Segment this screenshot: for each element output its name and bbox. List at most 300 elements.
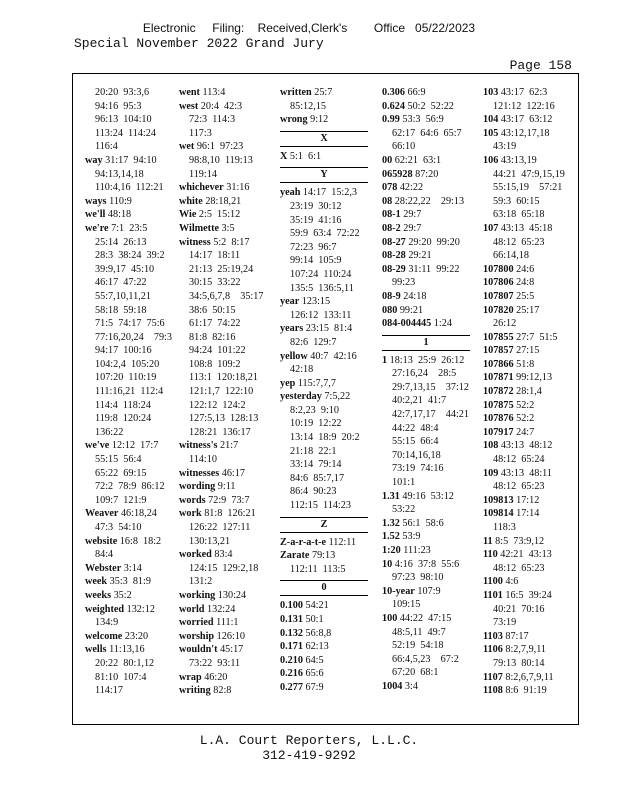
index-word: 0.171 — [280, 641, 303, 653]
page-line-refs: 108:8 109:2 — [189, 358, 241, 370]
index-word: 107800 — [483, 263, 514, 275]
index-word: witness — [179, 236, 211, 248]
index-entry — [179, 249, 273, 263]
page-line-refs: 131:2 — [189, 576, 213, 588]
index-entry — [179, 630, 273, 644]
index-word: website — [85, 535, 118, 547]
page-line-refs: 113:4 — [202, 87, 226, 98]
index-word: 107806 — [483, 277, 514, 289]
index-word: wording — [179, 481, 216, 493]
index-entry — [280, 100, 374, 114]
index-word: 107876 — [483, 413, 514, 425]
index-word: 0.100 — [280, 600, 303, 612]
page-line-refs: 17:14 — [516, 508, 540, 520]
section-letter: 1 — [382, 335, 470, 351]
page-line-refs: 24:7 — [516, 426, 535, 438]
page-line-refs: 40:21 70:16 — [493, 603, 545, 615]
page-line-refs: 23:19 30:12 — [290, 200, 342, 212]
index-entry — [280, 445, 374, 459]
index-word: welcome — [85, 630, 123, 642]
page-line-refs: 38:6 50:15 — [189, 304, 236, 316]
index-entry — [85, 548, 179, 562]
index-word: 0.277 — [280, 681, 303, 693]
index-word: 107820 — [483, 304, 514, 316]
index-entry — [382, 476, 476, 490]
index-entry — [85, 507, 179, 521]
index-word: 08-9 — [382, 290, 401, 302]
index-entry — [179, 86, 273, 100]
index-word: white — [179, 195, 203, 207]
index-entry — [179, 521, 273, 535]
index-word: 107857 — [483, 345, 514, 357]
page-line-refs: 3:4 — [404, 680, 418, 692]
page-line-refs: 130:13,21 — [189, 535, 231, 547]
page-line-refs: 128:21 136:17 — [189, 426, 251, 438]
index-entry — [280, 282, 374, 296]
index-entry — [85, 317, 179, 331]
index-entry — [85, 154, 179, 168]
index-word: whichever — [179, 182, 224, 194]
page-line-refs: 94:13,14,18 — [95, 168, 144, 180]
index-word: 109814 — [483, 508, 514, 520]
page-line-refs: 51:8 — [516, 358, 535, 370]
page-line-refs: 27:15 — [516, 345, 540, 357]
reporter-name: L.A. Court Reporters, L.L.C. — [199, 733, 419, 748]
index-word: 1108 — [483, 685, 503, 697]
page-line-refs: 79:13 — [311, 550, 336, 562]
index-entry — [179, 236, 273, 250]
index-entry — [85, 195, 179, 209]
index-word: years — [280, 323, 304, 335]
page-line-refs: 23:20 — [124, 630, 149, 642]
page-line-refs: 118:3 — [493, 522, 516, 533]
page-line-refs: 81:10 107:4 — [95, 671, 147, 683]
page-line-refs: 86:4 90:23 — [290, 486, 337, 498]
index-entry — [483, 603, 577, 617]
index-entry — [179, 399, 273, 413]
page-line-refs: 8:5 73:9,12 — [495, 535, 545, 547]
index-entry — [85, 467, 179, 481]
page-line-refs: 31:11 99:22 — [408, 263, 460, 275]
index-entry — [85, 657, 179, 671]
page-line-refs: 40:7 42:16 — [310, 350, 357, 362]
index-word: 084-004445 — [382, 318, 432, 330]
page-line-refs: 14:17 18:11 — [189, 250, 241, 262]
page-line-refs: 130:24 — [217, 589, 247, 601]
page-line-refs: 1:24 — [433, 318, 452, 330]
index-word: world — [179, 603, 205, 615]
index-entry — [179, 222, 273, 236]
page-line-refs: 114:4 118:24 — [95, 399, 151, 411]
index-entry — [179, 140, 273, 154]
page-line-refs: 14:17 15:2,3 — [302, 187, 357, 199]
index-entry — [382, 639, 476, 653]
page-line-refs: 4:16 37:8 55:6 — [394, 558, 460, 570]
index-entry — [483, 168, 577, 182]
index-word: 1107 — [483, 671, 503, 683]
index-entry — [382, 544, 476, 558]
index-entry — [483, 494, 577, 508]
index-entry — [483, 507, 577, 521]
index-entry — [483, 616, 577, 630]
index-entry — [483, 317, 577, 331]
page-line-refs: 83:4 — [214, 549, 233, 561]
page-line-refs: 101:1 — [392, 477, 416, 489]
page-line-refs: 43:17 63:12 — [500, 114, 553, 126]
index-entry — [85, 412, 179, 426]
page-line-refs: 25:17 — [516, 304, 540, 316]
page-line-refs: 73:22 93:11 — [189, 657, 241, 669]
page-line-refs: 27:7 51:5 — [516, 331, 558, 343]
index-entry — [179, 127, 273, 141]
index-entry — [280, 227, 374, 241]
page-line-refs: 109:15 — [392, 599, 421, 611]
page-line-refs: 28:18,21 — [205, 195, 242, 207]
index-entry — [382, 408, 476, 422]
page-line-refs: 25:7 — [314, 87, 333, 98]
index-entry — [280, 322, 374, 336]
page-line-refs: 82:8 — [213, 685, 232, 697]
index-word: 107 — [483, 222, 499, 234]
index-entry — [85, 181, 179, 195]
index-word: 1:20 — [382, 545, 401, 556]
page-line-refs: 34:5,6,7,8 35:17 — [189, 290, 264, 302]
page-line-refs: 113:1 120:18,21 — [189, 372, 258, 384]
index-entry — [179, 358, 273, 372]
page-line-refs: 8:6 91:19 — [505, 685, 547, 697]
page-line-refs: 43:13 48:12 — [500, 440, 553, 452]
page-line-refs: 132:12 — [126, 603, 155, 615]
page-line-refs: 52:2 — [516, 399, 535, 411]
page-line-refs: 110:4,16 112:21 — [95, 182, 164, 194]
section-letter: 0 — [280, 580, 368, 596]
index-entry — [179, 480, 273, 494]
page-line-refs: 94:24 101:22 — [189, 345, 246, 357]
index-entry — [85, 140, 179, 154]
page-line-refs: 72:23 96:7 — [290, 241, 337, 253]
index-entry — [382, 680, 476, 694]
page-line-refs: 111:16,21 112:4 — [95, 386, 164, 398]
index-word: 1101 — [483, 589, 503, 601]
index-entry — [85, 562, 179, 576]
page-line-refs: 31:17 94:10 — [105, 154, 157, 166]
page-line-refs: 62:17 64:6 65:7 — [392, 127, 462, 139]
page-line-refs: 48:12 65:24 — [493, 454, 545, 466]
index-entry — [85, 684, 179, 698]
index-entry — [280, 113, 374, 127]
index-word: went — [179, 87, 200, 98]
page-line-refs: 20:22 80:1,12 — [95, 657, 155, 669]
page-line-refs: 55:15 66:4 — [392, 436, 439, 448]
index-entry — [179, 344, 273, 358]
index-word: weeks — [85, 589, 112, 601]
page-line-refs: 35:3 81:9 — [109, 576, 151, 588]
index-word: 0.624 — [382, 100, 405, 112]
page-line-refs: 29:7 — [403, 222, 422, 234]
page-line-refs: 43:19 — [493, 141, 517, 153]
index-word: worked — [179, 549, 212, 561]
page-line-refs: 53:3 56:9 — [402, 114, 444, 126]
index-word: 1103 — [483, 630, 503, 642]
page-line-refs: 8:2,6,7,9,11 — [505, 671, 554, 683]
page-line-refs: 48:12 65:23 — [493, 481, 545, 493]
page-line-refs: 2:5 15:12 — [198, 209, 241, 221]
page-line-refs: 48:12 65:23 — [493, 562, 545, 574]
page-line-refs: 43:13 45:18 — [500, 222, 553, 234]
index-entry — [382, 435, 476, 449]
page-line-refs: 67:20 68:1 — [392, 667, 439, 679]
page-line-refs: 114:10 — [189, 454, 217, 466]
index-entry — [382, 422, 476, 436]
page-line-refs: 114:17 — [95, 685, 123, 697]
page-line-refs: 107:24 110:24 — [290, 268, 352, 280]
index-entry — [483, 684, 577, 698]
index-entry — [280, 613, 374, 627]
page-line-refs: 3:14 — [123, 562, 142, 574]
index-entry — [179, 154, 273, 168]
index-entry — [382, 154, 476, 168]
index-entry — [179, 208, 273, 222]
index-entry — [85, 385, 179, 399]
index-entry — [280, 640, 374, 654]
index-entry — [382, 394, 476, 408]
page-line-refs: 42:18 — [290, 364, 314, 376]
page-line-refs: 26:12 — [493, 318, 517, 330]
page-line-refs: 24:8 — [516, 277, 535, 289]
index-entry — [179, 168, 273, 182]
page-line-refs: 43:13 48:11 — [500, 467, 552, 479]
index-entry — [179, 290, 273, 304]
page-line-refs: 30:15 33:22 — [189, 277, 241, 289]
page-line-refs: 16:5 39:24 — [505, 589, 552, 601]
index-entry — [179, 385, 273, 399]
page-line-refs: 73:19 74:16 — [392, 463, 444, 475]
page-line-refs: 62:13 — [305, 641, 329, 653]
index-word: work — [179, 508, 202, 520]
index-entry — [179, 113, 273, 127]
index-entry — [179, 439, 273, 453]
index-entry — [483, 467, 577, 481]
page-line-refs: 59:9 63:4 72:22 — [290, 228, 360, 240]
page-line-refs: 29:21 — [408, 250, 432, 262]
index-word: witnesses — [179, 467, 220, 479]
index-word: year — [280, 296, 300, 308]
index-entry — [85, 494, 179, 508]
page-line-refs: 9:12 — [310, 114, 329, 126]
index-word: yellow — [280, 350, 308, 362]
page-line-refs: 5:2 8:17 — [213, 236, 250, 248]
index-word: west — [179, 100, 199, 112]
index-word: 107871 — [483, 372, 514, 384]
page-line-refs: 25:14 26:13 — [95, 236, 147, 248]
index-word: 10-year — [382, 585, 415, 597]
index-entry — [85, 236, 179, 250]
page-line-refs: 50:2 52:22 — [407, 100, 454, 112]
index-entry — [382, 317, 476, 331]
index-entry — [483, 113, 577, 127]
index-entry — [483, 86, 577, 100]
index-entry — [382, 490, 476, 504]
index-entry — [382, 598, 476, 612]
index-word: we've — [85, 440, 110, 452]
index-entry — [483, 100, 577, 114]
index-entry — [280, 549, 374, 563]
page-line-refs: 42:7,17,17 44:21 — [392, 409, 469, 421]
page-line-refs: 42:21 43:13 — [500, 549, 552, 561]
index-entry — [179, 616, 273, 630]
index-word: 104 — [483, 114, 499, 126]
index-entry — [85, 399, 179, 413]
index-word: Wilmette — [179, 222, 219, 234]
index-entry — [483, 222, 577, 236]
index-entry — [483, 358, 577, 372]
page-line-refs: 96:13 104:10 — [95, 114, 152, 126]
index-word: 0.132 — [280, 627, 303, 639]
index-entry — [179, 263, 273, 277]
page-line-refs: 122:12 124:2 — [189, 399, 246, 411]
page-line-refs: 82:6 129:7 — [290, 336, 337, 348]
page-line-refs: 112:15 114:23 — [290, 500, 351, 512]
page-line-refs: 29:20 99:20 — [408, 236, 460, 248]
index-word: 0.131 — [280, 614, 303, 625]
index-word: words — [179, 494, 206, 506]
page-line-refs: 99:23 — [392, 277, 416, 289]
page-line-refs: 99:21 — [399, 304, 424, 316]
page-line-refs: 43:13,19 — [500, 154, 537, 166]
page-line-refs: 71:5 74:17 75:6 — [95, 318, 165, 330]
page-line-refs: 81:8 126:21 — [204, 508, 256, 520]
page-line-refs: 48:5,11 49:7 — [392, 626, 446, 638]
index-word: yeah — [280, 187, 301, 199]
index-word: 08-1 — [382, 209, 401, 221]
index-entry — [382, 86, 476, 100]
index-entry — [280, 295, 374, 309]
index-entry — [382, 127, 476, 141]
index-column-2 — [179, 86, 273, 698]
page-line-refs: 28:3 38:24 39:2 — [95, 250, 165, 262]
index-entry — [382, 381, 476, 395]
index-entry — [85, 535, 179, 549]
page-line-refs: 81:8 82:16 — [189, 331, 236, 343]
index-word: 107872 — [483, 386, 514, 398]
page-line-refs: 72:2 78:9 86:12 — [95, 481, 165, 493]
page-line-refs: 42:22 — [399, 182, 424, 194]
index-entry — [85, 127, 179, 141]
index-entry — [85, 86, 179, 100]
page-line-refs: 94:16 95:3 — [95, 100, 142, 112]
index-entry — [179, 643, 273, 657]
index-entry — [280, 336, 374, 350]
page-line-refs: 124:15 129:2,18 — [189, 562, 259, 574]
index-word: 08-29 — [382, 263, 406, 275]
page-line-refs: 55:15 56:4 — [95, 454, 142, 466]
index-word: 105 — [483, 127, 499, 139]
index-entry — [85, 100, 179, 114]
index-entry — [179, 100, 273, 114]
index-word: 1106 — [483, 644, 503, 656]
index-entry — [280, 485, 374, 499]
page-line-refs: 46:18,24 — [120, 508, 157, 520]
index-frame — [72, 73, 579, 725]
index-entry — [382, 449, 476, 463]
page-line-refs: 16:8 18:2 — [119, 535, 162, 547]
page-line-refs: 110:9 — [109, 195, 132, 207]
index-word: Zarate — [280, 550, 310, 562]
index-entry — [483, 535, 577, 549]
index-word: 1 — [382, 354, 388, 366]
index-entry — [382, 263, 476, 277]
page-line-refs: 72:9 73:7 — [208, 494, 250, 506]
page-line-refs: 84:4 — [95, 549, 114, 561]
page-line-refs: 87:20 — [415, 168, 439, 180]
page-line-refs: 44:22 47:15 — [399, 612, 452, 624]
page-line-refs: 66:14,18 — [493, 250, 529, 262]
page-line-refs: 8:2,7,9,11 — [505, 644, 547, 656]
index-entry — [483, 643, 577, 657]
page-line-refs: 3:5 — [221, 222, 235, 234]
index-word: worried — [179, 617, 214, 629]
index-entry — [382, 462, 476, 476]
page-line-refs: 4:6 — [505, 576, 519, 588]
index-entry — [382, 517, 476, 531]
page-line-refs: 7:5,22 — [324, 391, 351, 403]
index-entry — [85, 168, 179, 182]
page-line-refs: 47:3 54:10 — [95, 522, 142, 533]
page-line-refs: 56:8,8 — [305, 627, 332, 639]
index-entry — [483, 154, 577, 168]
page-line-refs: 111:23 — [403, 545, 431, 556]
index-entry — [179, 657, 273, 671]
page-line-refs: 111:1 — [216, 617, 239, 629]
page-line-refs: 132:24 — [207, 603, 236, 615]
index-word: 00 — [382, 154, 393, 166]
index-word: worship — [179, 630, 215, 642]
page-line-refs: 52:19 54:18 — [392, 640, 444, 652]
page-line-refs: 87:17 — [505, 630, 529, 642]
index-word: 08-27 — [382, 236, 406, 248]
index-entry — [382, 290, 476, 304]
page-line-refs: 13:14 18:9 20:2 — [290, 432, 360, 444]
index-entry — [280, 86, 374, 100]
index-entry — [85, 344, 179, 358]
index-entry — [382, 367, 476, 381]
index-entry — [85, 304, 179, 318]
index-entry — [382, 140, 476, 154]
index-entry — [85, 263, 179, 277]
page-line-refs: 112:11 113:5 — [290, 563, 346, 575]
index-entry — [483, 439, 577, 453]
page-line-refs: 72:3 114:3 — [189, 114, 236, 126]
page-line-refs: 77:16,20,24 79:3 — [95, 331, 172, 343]
page-line-refs: 20:4 42:3 — [200, 100, 243, 112]
index-entry — [85, 603, 179, 617]
index-entry — [483, 344, 577, 358]
page-line-refs: 9:11 — [217, 481, 236, 493]
page-line-refs: 66:9 — [407, 87, 426, 98]
index-word: 109 — [483, 467, 499, 479]
page-line-refs: 44:22 48:4 — [392, 422, 439, 434]
index-entry — [85, 671, 179, 685]
index-entry — [179, 671, 273, 685]
index-word: working — [179, 589, 216, 601]
page-line-refs: 134:9 — [95, 617, 119, 629]
index-column-1 — [85, 86, 179, 698]
page-line-refs: 52:2 — [516, 413, 535, 425]
page-line-refs: 66:4,5,23 67:2 — [392, 653, 459, 665]
page-number: Page 158 — [509, 58, 572, 73]
index-entry — [280, 599, 374, 613]
index-word: week — [85, 576, 108, 588]
